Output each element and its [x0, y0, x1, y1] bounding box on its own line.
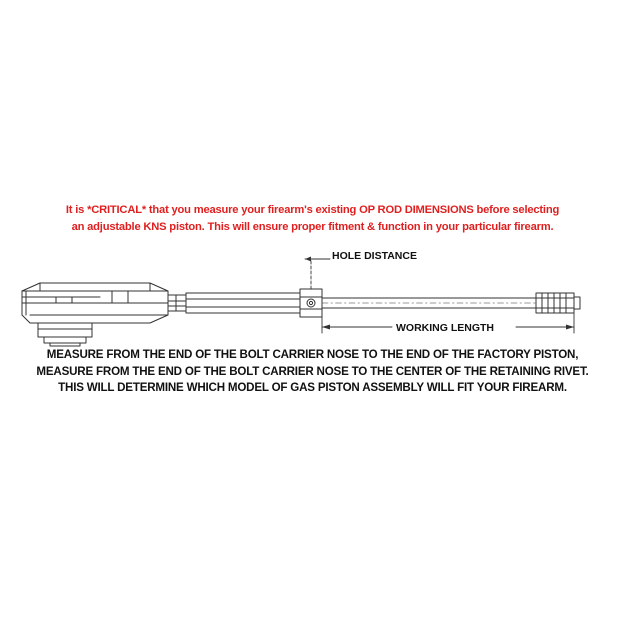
piston-head: [536, 293, 580, 313]
gas-piston-body: [186, 289, 322, 317]
instruction-line-3: THIS WILL DETERMINE WHICH MODEL OF GAS PISTON ASSEMBLY WILL FIT YOUR FIREARM.: [58, 381, 567, 394]
technical-drawing: [0, 245, 625, 350]
bolt-carrier-group: [22, 283, 186, 346]
hole-distance-dimension: [305, 257, 330, 290]
op-rod-shaft: [322, 298, 536, 308]
measurement-instructions: [0, 347, 625, 397]
warning-line-1: It is *CRITICAL* that you measure your firearm's existing OP ROD DIMENSIONS before selecting: [65, 204, 560, 216]
instruction-line-1: MEASURE FROM THE END OF THE BOLT CARRIER NOSE TO THE END OF THE FACTORY PISTON,: [46, 348, 579, 361]
hole-distance-label: HOLE DISTANCE: [332, 250, 417, 262]
critical-warning: [0, 202, 625, 236]
instruction-line-2: MEASURE FROM THE END OF THE BOLT CARRIER NOSE TO THE CENTER OF THE RETAINING RIVET.: [36, 364, 589, 378]
retaining-rivet: [307, 299, 315, 307]
working-length-label: WORKING LENGTH: [396, 322, 494, 334]
piston-assembly-drawing: [0, 245, 625, 350]
warning-line-2: an adjustable KNS piston. This will ensure proper fitment & function in your particular firearm.: [71, 221, 554, 233]
